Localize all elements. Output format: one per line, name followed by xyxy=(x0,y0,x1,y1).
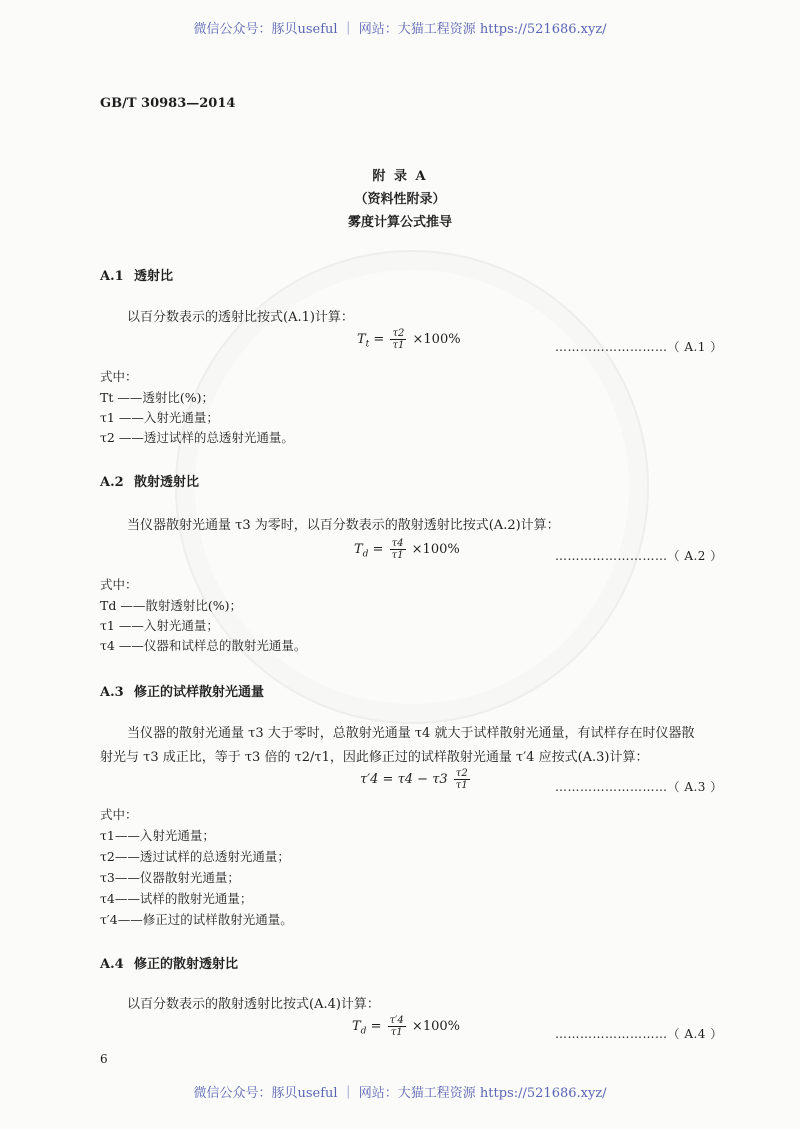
section-title: 透射比 xyxy=(134,269,174,284)
definition-item: τ′4——修正过的试样散射光通量。 xyxy=(100,912,293,927)
appendix-subtitle: （资料性附录） xyxy=(354,192,446,207)
section-a2-heading xyxy=(100,471,199,490)
definition-item: τ1 ——入射光通量； xyxy=(100,410,219,425)
formula-lhs: $T_d$ = xyxy=(354,542,384,560)
definition-item: τ4——试样的散射光通量； xyxy=(100,891,253,906)
where-label: 式中： xyxy=(100,807,138,822)
section-a2-intro: 当仪器散射光通量 τ3 为零时，以百分数表示的散射透射比按式(A.2)计算： xyxy=(127,518,560,533)
fraction: $\frac{\tau'4}{\tau 1}$ xyxy=(389,1015,404,1038)
formula-a2: $T_d$ = $\frac{\tau 4}{\tau 1}$ ×100% xyxy=(354,538,460,561)
section-title: 修正的散射透射比 xyxy=(134,957,239,972)
section-a3-intro: 当仪器的散射光通量 τ3 大于零时，总散射光通量 τ4 就大于试样散射光通量，有试样存在时仪器散 xyxy=(127,726,695,741)
section-a1-intro: 以百分数表示的透射比按式(A.1)计算： xyxy=(127,310,354,325)
section-number: A.1 xyxy=(100,269,124,284)
section-a3-heading xyxy=(100,681,264,700)
formula-lhs: $T_d$ = xyxy=(352,1019,382,1037)
where-label: 式中： xyxy=(100,369,138,384)
section-a1-heading xyxy=(100,265,173,284)
fraction: $\frac{\tau 2}{\tau 1}$ xyxy=(455,768,468,791)
section-a4-heading xyxy=(100,953,238,972)
formula-a1: $T_t$ = $\frac{\tau 2}{\tau 1}$ ×100% xyxy=(357,328,461,351)
section-number: A.3 xyxy=(100,685,124,700)
definition-item: τ1 ——入射光通量； xyxy=(100,618,219,633)
formula-lhs: $T_t$ = xyxy=(357,332,385,350)
formula-lhs: τ′4 = τ4 − τ3 xyxy=(360,772,448,787)
fraction: $\frac{\tau 2}{\tau 1}$ xyxy=(392,328,405,351)
section-title: 散射透射比 xyxy=(134,475,200,490)
definition-item: τ4 ——仪器和试样总的散射光通量。 xyxy=(100,638,307,653)
watermark-top: 微信公众号：豚贝useful ｜ 网站：大猫工程资源 https://521686.xyz/ xyxy=(193,22,607,37)
definition-item: τ2 ——透过试样的总透射光通量。 xyxy=(100,430,294,445)
where-label: 式中： xyxy=(100,577,138,592)
section-number: A.4 xyxy=(100,957,124,972)
definition-item: τ1——入射光通量； xyxy=(100,828,215,843)
section-a3-intro-continued: 射光与 τ3 成正比，等于 τ3 倍的 τ2/τ1，因此修正过的试样散射光通量 τ′4 应按式(A.3)计算： xyxy=(100,750,649,765)
equation-label-a3: ………………………（ A.3 ） xyxy=(555,780,723,794)
section-a4-intro: 以百分数表示的散射透射比按式(A.4)计算： xyxy=(127,997,380,1012)
definition-item: Tt ——透射比(%)； xyxy=(100,390,214,405)
definition-item: τ3——仪器散射光通量； xyxy=(100,870,240,885)
appendix-heading: 雾度计算公式推导 xyxy=(347,215,452,230)
standard-number: GB/T 30983—2014 xyxy=(100,96,236,111)
definition-item: Td ——散射透射比(%)； xyxy=(100,598,242,613)
section-number: A.2 xyxy=(100,475,124,490)
equation-label-a2: ………………………（ A.2 ） xyxy=(555,549,723,563)
appendix-title: 附 录 A xyxy=(372,169,428,184)
formula-a4: $T_d$ = $\frac{\tau'4}{\tau 1}$ ×100% xyxy=(352,1015,460,1038)
definition-item: τ2——透过试样的总透射光通量； xyxy=(100,849,290,864)
formula-a3 xyxy=(360,768,472,791)
equation-label-a1: ………………………（ A.1 ） xyxy=(555,340,723,354)
fraction: $\frac{\tau 4}{\tau 1}$ xyxy=(391,538,404,561)
section-title: 修正的试样散射光通量 xyxy=(134,685,265,700)
watermark-bottom: 微信公众号：豚贝useful ｜ 网站：大猫工程资源 https://521686.xyz/ xyxy=(193,1086,607,1101)
page-number: 6 xyxy=(100,1052,108,1066)
equation-label-a4: ………………………（ A.4 ） xyxy=(555,1027,723,1041)
